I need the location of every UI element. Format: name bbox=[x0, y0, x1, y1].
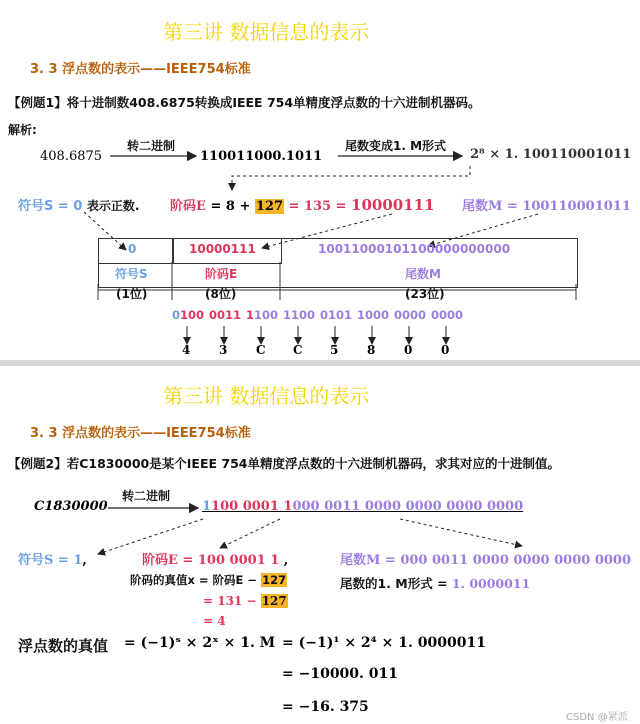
bias-127-2: 127 bbox=[261, 594, 287, 608]
exponent-line-2: 阶码E = 100 0001 1 , bbox=[142, 553, 289, 568]
table-sign-name: 符号S bbox=[115, 267, 148, 281]
watermark: CSDN @紧派 bbox=[566, 712, 628, 723]
table-exp-bits: 10000111 bbox=[189, 242, 256, 256]
true-exp-line1 bbox=[130, 572, 287, 588]
table-exp-len: (8位) bbox=[205, 287, 237, 301]
result-label: 浮点数的真值 bbox=[18, 637, 109, 655]
bin-sign: 1 bbox=[202, 499, 212, 514]
table-mant-name: 尾数M bbox=[405, 267, 441, 281]
dashed-arrow-down bbox=[232, 166, 470, 190]
nibble-0: 0100 bbox=[172, 308, 205, 322]
normalize-label: 尾数变成1. M形式 bbox=[345, 139, 447, 153]
true-exp-label: 阶码的真值x = 阶码E − bbox=[130, 573, 262, 587]
exp-value-2: 100 0001 1 bbox=[197, 553, 280, 568]
to-binary-label-2: 转二进制 bbox=[122, 489, 171, 503]
hex-digit: C bbox=[293, 343, 303, 357]
slide2-title: 第三讲 数据信息的表示 bbox=[163, 384, 370, 408]
hex-digit: 3 bbox=[219, 343, 228, 357]
sign-label: 符号S = bbox=[18, 199, 74, 214]
binary-expansion bbox=[202, 499, 523, 514]
nibble-2: 1100 bbox=[246, 308, 279, 322]
calc-step-3: = −16. 375 bbox=[282, 699, 369, 715]
hex-digit: 8 bbox=[367, 343, 376, 357]
sign-value: 0 bbox=[73, 199, 83, 214]
hex-digit: 0 bbox=[404, 343, 413, 357]
true-exp-result: = 4 bbox=[203, 614, 226, 628]
nibble-4: 0101 bbox=[320, 308, 353, 322]
exp-expr-b: = 135 = bbox=[284, 199, 352, 214]
table-mant-bits: 10011000101100000000000 bbox=[318, 242, 511, 256]
exp-bias: 127 bbox=[255, 199, 283, 214]
hex-digit: 4 bbox=[182, 343, 191, 357]
nibble-row bbox=[172, 308, 468, 322]
slide1-subtitle: 3. 3 浮点数的表示——IEEE754标准 bbox=[30, 62, 251, 77]
example2-statement: 【例题2】若C1830000是某个IEEE 754单精度浮点数的十六进制机器码，求其对应的十进制值。 bbox=[8, 456, 560, 471]
hex-digit: 5 bbox=[330, 343, 339, 357]
decimal-value: 408.6875 bbox=[40, 149, 103, 164]
calc-step-1: = (−1)¹ × 2⁴ × 1. 0000011 bbox=[282, 635, 486, 651]
slide2-subtitle: 3. 3 浮点数的表示——IEEE754标准 bbox=[30, 426, 251, 441]
mant-label: 尾数M bbox=[462, 199, 503, 214]
table-mant-len: (23位) bbox=[405, 287, 445, 301]
exponent-line bbox=[170, 195, 435, 214]
nibble-5: 1000 bbox=[357, 308, 390, 322]
sign-line-2: 符号S = 1, bbox=[18, 553, 87, 568]
bin-exp: 100 0001 1 bbox=[211, 499, 293, 514]
exp-expr-a: = 8 + bbox=[205, 199, 255, 214]
to-binary-label: 转二进制 bbox=[127, 139, 176, 153]
mant-form-value: 1. 0000011 bbox=[451, 576, 531, 591]
bias-127: 127 bbox=[262, 573, 287, 587]
nibble-7: 0000 bbox=[431, 308, 464, 322]
true-exp-line2 bbox=[203, 594, 288, 608]
analysis-label: 解析: bbox=[8, 123, 37, 137]
mant-label-2: 尾数M = bbox=[340, 553, 401, 568]
mant-form-line bbox=[340, 574, 530, 592]
mantissa-line bbox=[462, 195, 631, 214]
arrow-to-mantissa bbox=[400, 519, 522, 546]
nibble-1: 0011 bbox=[209, 308, 242, 322]
normalized-form: 2⁸ × 1. 100110001011 bbox=[470, 147, 632, 162]
table-sign-len: (1位) bbox=[116, 287, 148, 301]
mant-value-2: 000 0011 0000 0000 0000 0000 bbox=[400, 553, 632, 568]
binary-value: 110011000.1011 bbox=[200, 149, 323, 164]
table-exp-name: 阶码E bbox=[205, 267, 238, 281]
nibble-3: 1100 bbox=[283, 308, 316, 322]
sign-desc: 表示正数. bbox=[86, 199, 140, 213]
hex-input: C1830000 bbox=[34, 499, 108, 514]
nibble-arrows bbox=[187, 326, 446, 344]
mantissa-line-2 bbox=[340, 549, 631, 568]
exp-binary: 10000111 bbox=[351, 196, 435, 214]
calc-step-2: = −10000. 011 bbox=[282, 666, 399, 682]
true-exp-calc: = 131 − bbox=[203, 594, 261, 608]
slide-example-2 bbox=[0, 366, 640, 724]
sign-value-2: 1 bbox=[73, 553, 83, 568]
exp-label: 阶码E bbox=[170, 199, 206, 214]
arrow-to-exponent bbox=[220, 519, 280, 548]
slide1-title: 第三讲 数据信息的表示 bbox=[163, 20, 370, 44]
mant-form-label: 尾数的1. M形式 = bbox=[340, 576, 452, 591]
nibble-6: 0000 bbox=[394, 308, 427, 322]
sign-label-2: 符号S = bbox=[18, 553, 74, 568]
mant-value: = 100110001011 bbox=[502, 199, 631, 214]
hex-row bbox=[182, 343, 478, 357]
hex-digit: C bbox=[256, 343, 266, 357]
slide1-arrows bbox=[0, 0, 640, 360]
result-formula: = (−1)ˢ × 2ˣ × 1. M bbox=[124, 635, 276, 651]
slide-example-1 bbox=[0, 0, 640, 360]
exp-label-2: 阶码E = bbox=[142, 553, 198, 568]
sign-line bbox=[18, 195, 139, 214]
table-sign-bits: 0 bbox=[128, 242, 137, 256]
hex-digit: 0 bbox=[441, 343, 450, 357]
bin-mant: 000 0011 0000 0000 0000 0000 bbox=[292, 499, 524, 514]
example1-statement: 【例题1】将十进制数408.6875转换成IEEE 754单精度浮点数的十六进制机器码。 bbox=[8, 95, 481, 110]
